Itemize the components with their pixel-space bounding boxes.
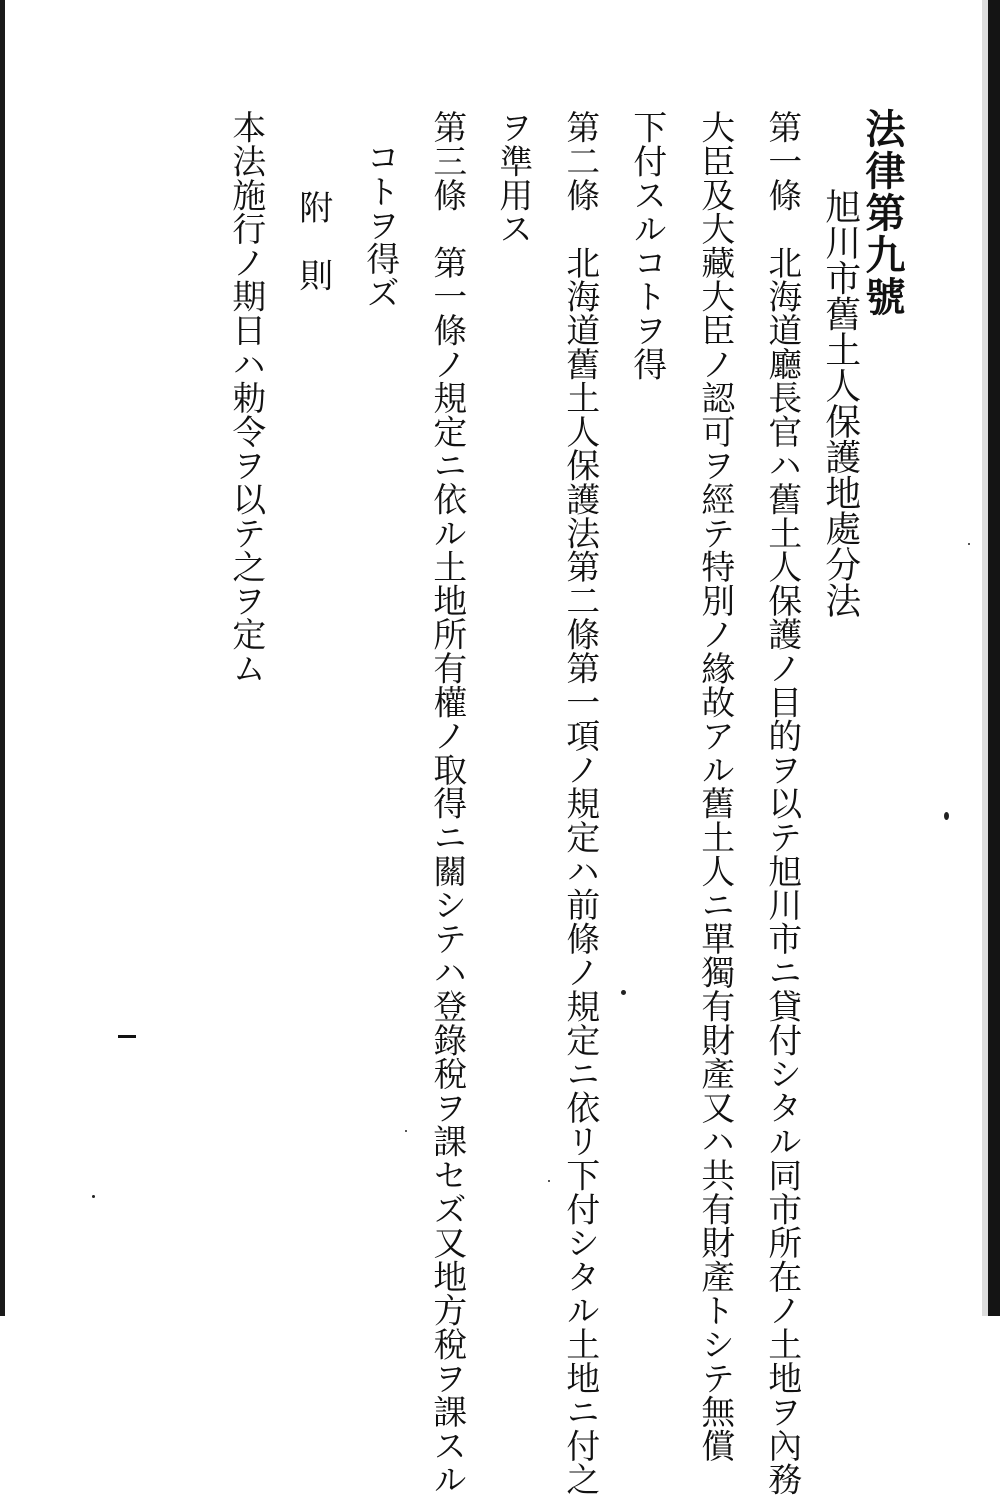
page-number [118,1035,136,1038]
scan-speck [621,990,626,995]
article-1-line-1: 第一條 北海道廳長官ハ舊土人保護ノ目的ヲ以テ旭川市ニ貸付シタル同市所在ノ土地ヲ內務 [762,110,802,1496]
article-3-line-1: 第三條 第一條ノ規定ニ依ル土地所有權ノ取得ニ關シテハ登錄稅ヲ課セズ又地方稅ヲ課スル [427,110,467,1496]
article-2-line-2: ヲ準用ス [493,110,533,246]
article-3-line-2: コトヲ得ズ [360,140,400,309]
scan-speck [92,1195,95,1198]
article-1-line-3: 下付スルコトヲ得 [627,110,667,381]
supplementary-heading: 附 則 [293,190,333,292]
page-left-edge [0,0,5,1316]
scan-speck [968,543,970,545]
scan-speck [405,1130,407,1132]
law-subtitle: 旭川市舊土人保護地處分法 [819,188,861,618]
article-2-line-1: 第二條 北海道舊土人保護法第二條第一項ノ規定ハ前條ノ規定ニ依リ下付シタル土地ニ付之 [560,110,600,1496]
scan-speck [944,812,949,820]
law-title: 法律第九號 [859,108,906,318]
scan-speck [548,1180,550,1182]
page-right-edge [988,0,1000,1316]
article-1-line-2: 大臣及大藏大臣ノ認可ヲ經テ特別ノ緣故アル舊土人ニ單獨有財產又ハ共有財產トシテ無償 [695,110,735,1462]
supplementary-text: 本法施行ノ期日ハ勅令ヲ以テ之ヲ定ム [226,110,266,685]
